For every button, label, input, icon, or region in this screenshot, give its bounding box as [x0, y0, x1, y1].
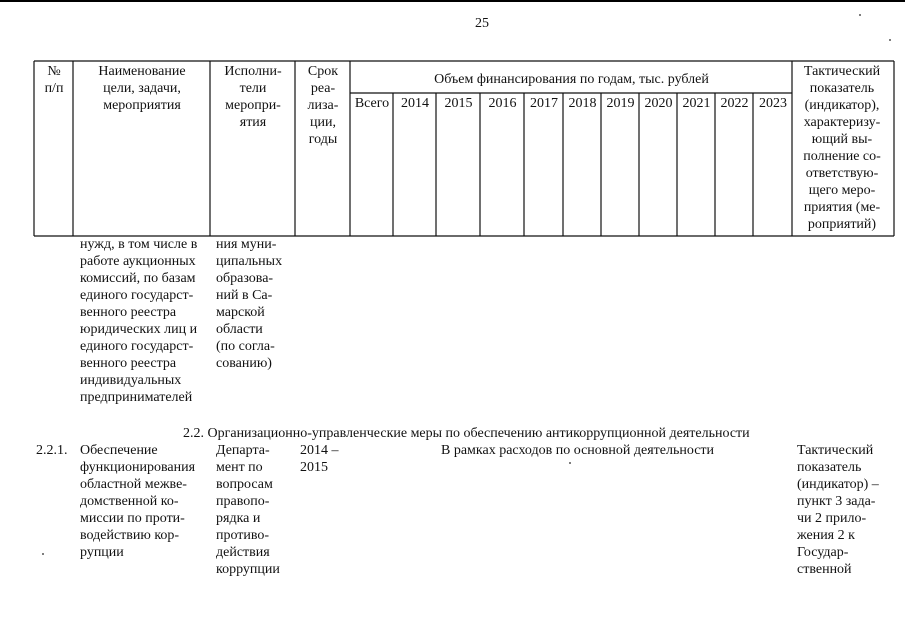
- header-name: Наименование цели, задачи, мероприятия: [98, 64, 186, 113]
- header-year: 2014: [401, 96, 429, 111]
- header-executors: Исполни- тели меропри- ятия: [224, 64, 282, 130]
- section-title: 2.2. Организационно-управленческие меры по обеспечению антикоррупционной деятельности: [183, 426, 750, 441]
- header-year: 2019: [606, 96, 635, 111]
- header-year: 2018: [568, 96, 597, 111]
- header-financing: Объем финансирования по годам, тыс. рублей: [434, 72, 709, 87]
- continuation-name: нужд, в том числе в работе аукционных комиссий, по базам единого государст- венного реестра юридических лиц и единого государст- венного реестра индивидуальных предпринимателей: [80, 237, 198, 405]
- top-rule: [0, 0, 905, 2]
- row-financing: В рамках расходов по основной деятельности: [441, 443, 715, 458]
- row-number: 2.2.1.: [36, 443, 68, 458]
- page-number: 25: [475, 16, 489, 31]
- header-year: 2017: [530, 96, 558, 111]
- header-year: 2016: [488, 96, 517, 111]
- row-executors: Департа- мент по вопросам правопо- рядка и противо- действия коррупции: [216, 443, 280, 577]
- row-name: Обеспечение функционирования областной межве- домственной ко- миссии по проти- водействию кор- рупции: [80, 443, 196, 560]
- scan-speck: [42, 553, 44, 555]
- scan-speck: [859, 14, 861, 16]
- scan-speck: [889, 39, 891, 41]
- header-indicator: Тактический показатель (индикатор), характеризу- ющий вы- полнение со- ответствую- щего меро- приятия (ме- роприятий): [803, 64, 881, 232]
- header-year: 2021: [682, 96, 711, 111]
- header-year: 2020: [644, 96, 673, 111]
- scan-speck: [569, 462, 571, 464]
- row-term: 2014 – 2015: [300, 443, 339, 475]
- header-number: № п/п: [44, 64, 64, 96]
- row-indicator: Тактический показатель (индикатор) – пункт 3 зада- чи 2 прило- жения 2 к Государ- ственной: [797, 443, 879, 577]
- header-term: Срок реа- лиза- ции, годы: [307, 64, 339, 147]
- header-total: Всего: [354, 96, 390, 111]
- header-year: 2015: [444, 96, 473, 111]
- continuation-executors: ния муни- ципальных образова- ний в Са- марской области (по согла- сованию): [216, 237, 283, 371]
- header-year: 2022: [720, 96, 749, 111]
- header-year: 2023: [759, 96, 787, 111]
